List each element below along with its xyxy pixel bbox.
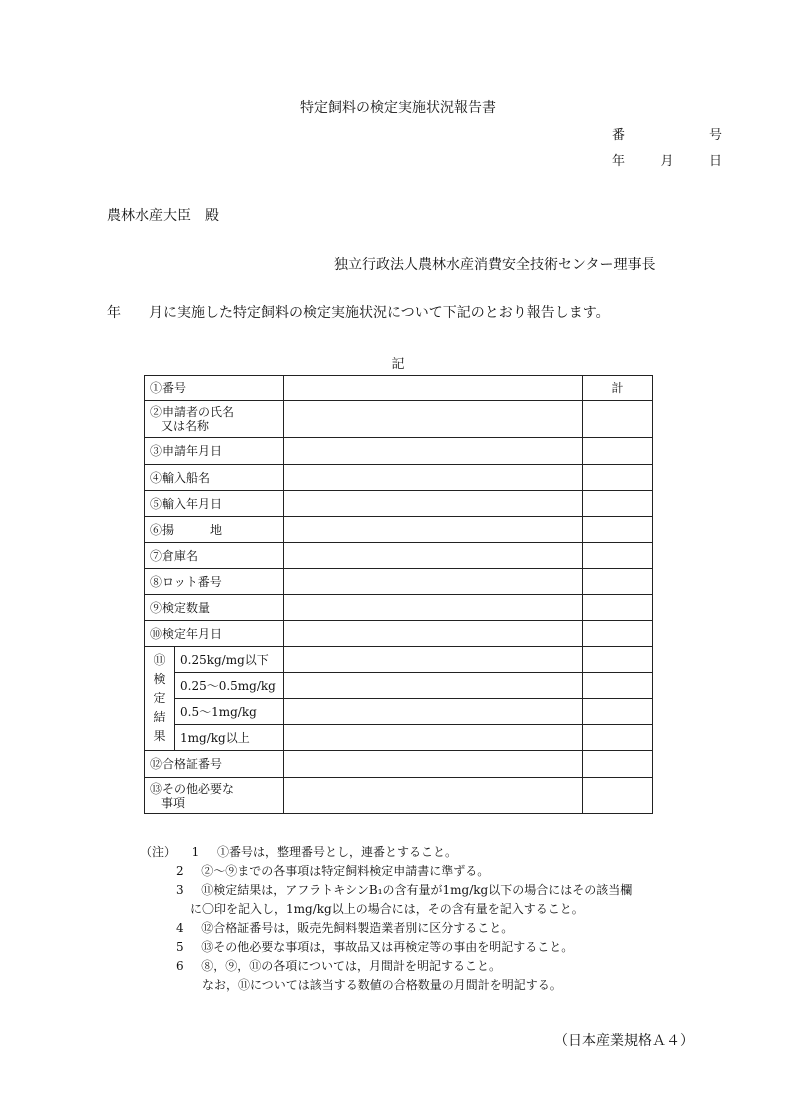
inspection-table [144,375,653,814]
note-item [140,938,632,957]
notes-section [140,843,632,995]
value-cell[interactable] [284,465,583,491]
note-text: ①番号は，整理番号とし，連番とすること。 [216,845,457,859]
table-row [145,595,653,621]
table-row [145,438,653,465]
table-row [145,778,653,814]
document-number-label [612,124,722,143]
table-row [145,751,653,778]
row-label [145,401,284,438]
note-number: 6 [176,959,184,973]
value-cell[interactable] [284,517,583,543]
note-continuation: なお，⑪については該当する数値の合格数量の月間計を明記する。 [202,978,562,992]
note-item [140,843,632,862]
result-subrow-label: 0.25kg/mg以下 [175,647,284,673]
total-cell[interactable] [583,517,653,543]
value-cell[interactable] [284,401,583,438]
table-row [145,376,653,401]
total-cell[interactable] [583,725,653,751]
value-cell[interactable] [284,491,583,517]
ki-heading: 記 [391,357,405,372]
number-label-char: 号 [708,128,722,143]
total-cell[interactable] [583,621,653,647]
reporter: 独立行政法人農林水産消費安全技術センター理事長 [334,257,656,273]
table-row [145,647,653,673]
value-cell[interactable] [284,376,583,401]
value-cell[interactable] [284,438,583,465]
table-row [145,673,653,699]
table-row [145,465,653,491]
result-group-char: 定 [153,691,166,705]
document-date-label [612,150,722,169]
note-number: 1 [191,845,200,859]
date-year-label: 年 [612,154,626,169]
note-text: ⑫合格証番号は，販売先飼料製造業者別に区分すること。 [201,921,514,935]
note-number: 5 [176,940,184,954]
result-subrow-label: 0.25～0.5mg/kg [175,673,284,699]
notes-prefix: （注） [140,845,177,859]
total-cell[interactable] [583,699,653,725]
total-cell[interactable] [583,595,653,621]
note-item [140,957,632,976]
note-continuation: に〇印を記入し，1mg/kg以上の場合には，その含有量を記入すること。 [190,902,584,916]
table-row [145,491,653,517]
report-statement: 年 月に実施した特定飼料の検定実施状況について下記のとおり報告します。 [107,305,610,321]
table-row [145,517,653,543]
row-label: ⑩検定年月日 [145,621,284,647]
value-cell[interactable] [284,751,583,778]
note-item [140,919,632,938]
row-label: ⑨検定数量 [145,595,284,621]
note-number: 2 [176,864,184,878]
result-group-char: 検 [153,672,166,686]
note-text: ②～⑨までの各事項は特定飼料検定申請書に準ずる。 [201,864,490,878]
row-label: ⑥揚 地 [145,517,284,543]
value-cell[interactable] [284,778,583,814]
row-label: ④輸入船名 [145,465,284,491]
value-cell[interactable] [284,699,583,725]
total-cell[interactable] [583,673,653,699]
value-cell[interactable] [284,569,583,595]
total-cell[interactable] [583,401,653,438]
footer-standard: （日本産業規格Ａ４） [554,1033,694,1049]
table-row [145,621,653,647]
total-cell[interactable] [583,569,653,595]
value-cell[interactable] [284,673,583,699]
row-label [145,778,284,814]
number-label-char: 番 [612,128,626,143]
date-day-label: 日 [708,154,722,169]
row-label: ⑫合格証番号 [145,751,284,778]
note-text: ⑬その他必要な事項は，事故品又は再検定等の事由を明記すること。 [201,940,574,954]
row-label: ⑦倉庫名 [145,543,284,569]
row-label-line: ②申請者の氏名 [150,405,235,419]
total-cell[interactable] [583,647,653,673]
value-cell[interactable] [284,647,583,673]
table-row [145,725,653,751]
total-cell[interactable] [583,491,653,517]
page-title: 特定飼料の検定実施状況報告書 [300,100,496,116]
addressee: 農林水産大臣 殿 [107,208,219,224]
total-cell[interactable] [583,465,653,491]
value-cell[interactable] [284,621,583,647]
total-header: 計 [583,376,653,401]
row-label-line: 事項 [161,795,186,810]
value-cell[interactable] [284,725,583,751]
table-row [145,401,653,438]
row-label: ③申請年月日 [145,438,284,465]
row-label: ①番号 [145,376,284,401]
result-subrow-label: 1mg/kg以上 [175,725,284,751]
note-text: ⑪検定結果は，アフラトキシンB₁の含有量が1mg/kg以下の場合にはその該当欄 [201,883,633,897]
result-group-label [145,647,175,751]
total-cell[interactable] [583,751,653,778]
date-month-label: 月 [660,154,674,169]
result-group-char: 結 [153,710,166,724]
note-text: ⑧，⑨，⑪の各項については，月間計を明記すること。 [201,959,502,973]
total-cell[interactable] [583,543,653,569]
note-number: 3 [176,883,184,897]
note-item [140,862,632,881]
note-item [140,881,632,900]
value-cell[interactable] [284,543,583,569]
row-label: ⑧ロット番号 [145,569,284,595]
table-row [145,699,653,725]
row-label-line: ⑬その他必要な [150,781,235,796]
row-label: ⑤輸入年月日 [145,491,284,517]
note-number: 4 [176,921,184,935]
result-subrow-label: 0.5～1mg/kg [175,699,284,725]
result-group-char: ⑪ [153,653,166,667]
table-row [145,543,653,569]
value-cell[interactable] [284,595,583,621]
row-label-line: 又は名称 [161,419,210,433]
total-cell[interactable] [583,438,653,465]
total-cell[interactable] [583,778,653,814]
table-row [145,569,653,595]
result-group-char: 果 [153,729,166,743]
